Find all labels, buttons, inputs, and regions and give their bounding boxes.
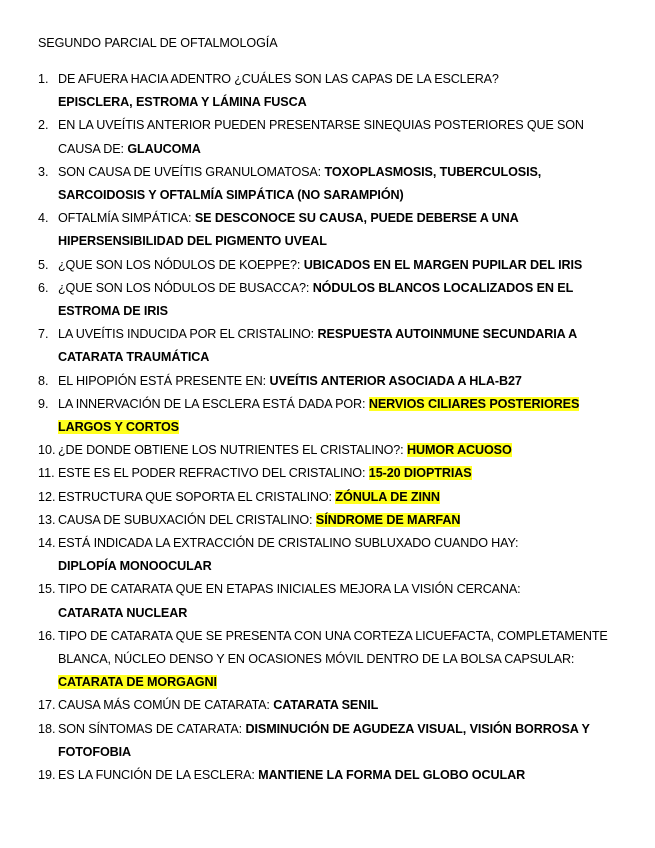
list-item <box>38 578 628 624</box>
question-text: ¿QUE SON LOS NÓDULOS DE BUSACCA?: <box>58 280 310 295</box>
question-text: ESTÁ INDICADA LA EXTRACCIÓN DE CRISTALINO SUBLUXADO CUANDO HAY: <box>58 536 519 551</box>
answer-text: TOXOPLASMOSIS, TUBERCULOSIS, SARCOIDOSIS Y OFTALMÍA SIMPÁTICA (NO SARAMPIÓN) <box>58 164 542 203</box>
item-number: 14. <box>38 536 56 551</box>
list-item <box>38 370 628 393</box>
answer-text: CATARATA SENIL <box>273 698 379 713</box>
item-number: 3. <box>38 164 49 179</box>
list-item <box>38 393 628 439</box>
answer-text-highlighted: ZÓNULA DE ZINN <box>335 489 440 504</box>
answer-text-highlighted: SÍNDROME DE MARFAN <box>315 512 461 527</box>
question-text: CAUSA MÁS COMÚN DE CATARATA: <box>58 698 270 713</box>
list-item <box>38 207 628 253</box>
answer-text: GLAUCOMA <box>127 141 201 156</box>
answer-text: DIPLOPÍA MONOOCULAR <box>58 559 212 574</box>
answer-text: UVEÍTIS ANTERIOR ASOCIADA A HLA-B27 <box>269 373 522 388</box>
item-number: 6. <box>38 280 49 295</box>
item-number: 8. <box>38 373 49 388</box>
answer-text: NÓDULOS BLANCOS LOCALIZADOS EN EL ESTROMA DE IRIS <box>58 280 573 319</box>
answer-text-highlighted: CATARATA DE MORGAGNI <box>58 675 217 690</box>
item-number: 10. <box>38 443 56 458</box>
list-item <box>38 764 628 787</box>
list-item <box>38 439 628 462</box>
answer-text-highlighted: HUMOR ACUOSO <box>407 443 512 458</box>
document-title: SEGUNDO PARCIAL DE OFTALMOLOGÍA <box>38 36 278 50</box>
question-text: ESTE ES EL PODER REFRACTIVO DEL CRISTALINO: <box>58 466 366 481</box>
answer-text: MANTIENE LA FORMA DEL GLOBO OCULAR <box>258 768 526 783</box>
question-text: SON CAUSA DE UVEÍTIS GRANULOMATOSA: <box>58 164 322 179</box>
answer-text: DISMINUCIÓN DE AGUDEZA VISUAL, VISIÓN BORROSA Y FOTOFOBIA <box>58 721 590 759</box>
question-text: ESTRUCTURA QUE SOPORTA EL CRISTALINO: <box>58 489 332 504</box>
item-number: 4. <box>38 211 49 226</box>
item-number: 2. <box>38 118 49 133</box>
question-text: LA UVEÍTIS INDUCIDA POR EL CRISTALINO: <box>58 327 315 342</box>
question-text: LA INNERVACIÓN DE LA ESCLERA ESTÁ DADA POR: <box>58 396 366 411</box>
list-item <box>38 532 628 578</box>
item-number: 13. <box>38 512 56 527</box>
question-text: TIPO DE CATARATA QUE EN ETAPAS INICIALES MEJORA LA VISIÓN CERCANA: <box>58 582 521 597</box>
question-list <box>38 68 628 787</box>
item-number: 5. <box>38 257 49 272</box>
list-item <box>38 625 628 695</box>
question-text: OFTALMÍA SIMPÁTICA: <box>58 211 192 226</box>
item-number: 1. <box>38 72 49 86</box>
list-item <box>38 277 628 323</box>
answer-text: CATARATA NUCLEAR <box>58 605 188 620</box>
answer-text-highlighted: 15-20 DIOPTRIAS <box>368 466 472 481</box>
list-item <box>38 323 628 369</box>
item-number: 16. <box>38 628 56 643</box>
question-text: ¿DE DONDE OBTIENE LOS NUTRIENTES EL CRISTALINO?: <box>58 443 404 458</box>
item-number: 9. <box>38 396 49 411</box>
item-number: 11. <box>38 466 55 481</box>
answer-text: EPISCLERA, ESTROMA Y LÁMINA FUSCA <box>58 95 307 110</box>
question-text: EL HIPOPIÓN ESTÁ PRESENTE EN: <box>58 373 266 388</box>
answer-text-highlighted: NERVIOS CILIARES POSTERIORES LARGOS Y CORTOS <box>58 396 580 435</box>
question-text: SON SÍNTOMAS DE CATARATA: <box>58 721 243 736</box>
list-item <box>38 486 628 509</box>
list-item <box>38 161 628 207</box>
item-number: 12. <box>38 489 56 504</box>
item-number: 15. <box>38 582 56 597</box>
list-item <box>38 509 628 532</box>
list-item <box>38 718 628 764</box>
question-text: TIPO DE CATARATA QUE SE PRESENTA CON UNA CORTEZA LICUEFACTA, COMPLETAMENTE BLANCA, NÚCLEO DENSO Y EN OCASIONES MÓVIL DENTRO DE LA BOLSA CAPSULAR: <box>58 628 608 667</box>
item-number: 7. <box>38 327 49 342</box>
list-item <box>38 694 628 717</box>
answer-text: SE DESCONOCE SU CAUSA, PUEDE DEBERSE A UNA HIPERSENSIBILIDAD DEL PIGMENTO UVEAL <box>58 211 519 249</box>
question-text: DE AFUERA HACIA ADENTRO ¿CUÁLES SON LAS CAPAS DE LA ESCLERA? <box>58 72 499 86</box>
item-number: 18. <box>38 721 56 736</box>
item-number: 17. <box>38 698 56 713</box>
question-text: CAUSA DE SUBUXACIÓN DEL CRISTALINO: <box>58 512 313 527</box>
question-text: ¿QUE SON LOS NÓDULOS DE KOEPPE?: <box>58 257 301 272</box>
answer-text: UBICADOS EN EL MARGEN PUPILAR DEL IRIS <box>303 257 583 272</box>
list-item <box>38 114 628 160</box>
question-text: EN LA UVEÍTIS ANTERIOR PUEDEN PRESENTARSE SINEQUIAS POSTERIORES QUE SON CAUSA DE: <box>58 118 584 156</box>
item-number: 19. <box>38 768 56 783</box>
answer-text: RESPUESTA AUTOINMUNE SECUNDARIA A CATARATA TRAUMÁTICA <box>58 327 577 365</box>
list-item <box>38 68 628 114</box>
list-item <box>38 254 628 277</box>
question-text: ES LA FUNCIÓN DE LA ESCLERA: <box>58 768 255 783</box>
list-item <box>38 462 628 485</box>
